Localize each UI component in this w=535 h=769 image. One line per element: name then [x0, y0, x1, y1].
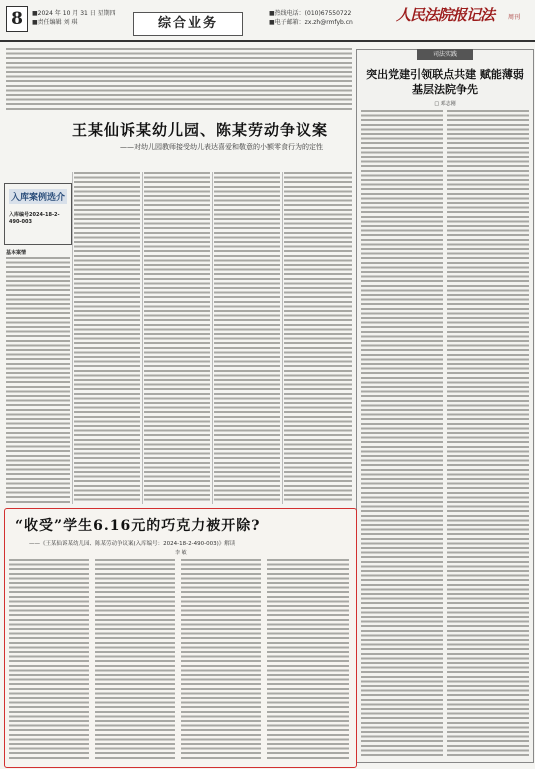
highlighted-article: [4, 508, 357, 768]
main-headline: 王某仙诉某幼儿园、陈某劳动争议案: [71, 121, 328, 139]
case-box: [4, 183, 72, 245]
right-text-col-1: [361, 110, 443, 756]
header-meta-right: [269, 9, 353, 27]
hotline: ■热线电话：(010)67550722: [269, 10, 352, 17]
highlighted-article-author: 李 敏: [175, 550, 187, 556]
column-divider: [282, 172, 283, 504]
body-column-4: [214, 172, 280, 503]
right-text-col-2: [447, 110, 529, 756]
masthead-sub: 周刊: [508, 14, 521, 21]
main-subhead: ——对幼儿园教师接受幼儿表达喜爱和敬意的小额零食行为的定性: [120, 143, 323, 151]
body-column-5: [284, 172, 352, 503]
article-text-col-3: [181, 559, 261, 761]
right-column-author: □ 邓志刚: [434, 101, 456, 107]
masthead-logo: 人民法院报记法: [396, 6, 495, 24]
page-number: 8: [6, 6, 28, 32]
article-text-col-2: [95, 559, 175, 761]
highlighted-article-subtitle: ——《王某仙诉某幼儿园、陈某劳动争议案(入库编号：2024-18-2-490-003)》解读: [29, 541, 236, 547]
column-divider: [212, 172, 213, 504]
body-column-3: [144, 172, 210, 503]
case-box-title: 入库案例选介: [9, 189, 67, 204]
case-number: 入库编号2024-18-2-490-003: [9, 212, 60, 225]
header-meta-left: [32, 9, 116, 27]
article-text-col-4: [267, 559, 349, 761]
body-column-1: [6, 257, 70, 503]
page-header: [0, 0, 535, 42]
date-line: ■2024 年 10 月 31 日 星期四: [32, 10, 116, 17]
column-divider: [142, 172, 143, 504]
right-column-title: 突出党建引领联点共建 赋能薄弱基层法院争先: [366, 68, 524, 96]
column-divider: [72, 172, 73, 504]
editor-line: ■责任编辑 刘 琪: [32, 19, 78, 26]
highlighted-article-title: “收受”学生6.16元的巧克力被开除?: [15, 518, 261, 534]
email: ■电子邮箱：zx.zh@rmfyb.cn: [269, 19, 353, 26]
article-text-col-1: [9, 559, 89, 761]
body-column-2: [74, 172, 140, 503]
section-title: 综合业务: [133, 12, 243, 36]
right-column-article: [356, 49, 534, 763]
basic-facts-label: 基本案情: [6, 250, 27, 256]
right-column-tag: 司法实践: [417, 49, 473, 60]
intro-text-block: [6, 48, 352, 110]
